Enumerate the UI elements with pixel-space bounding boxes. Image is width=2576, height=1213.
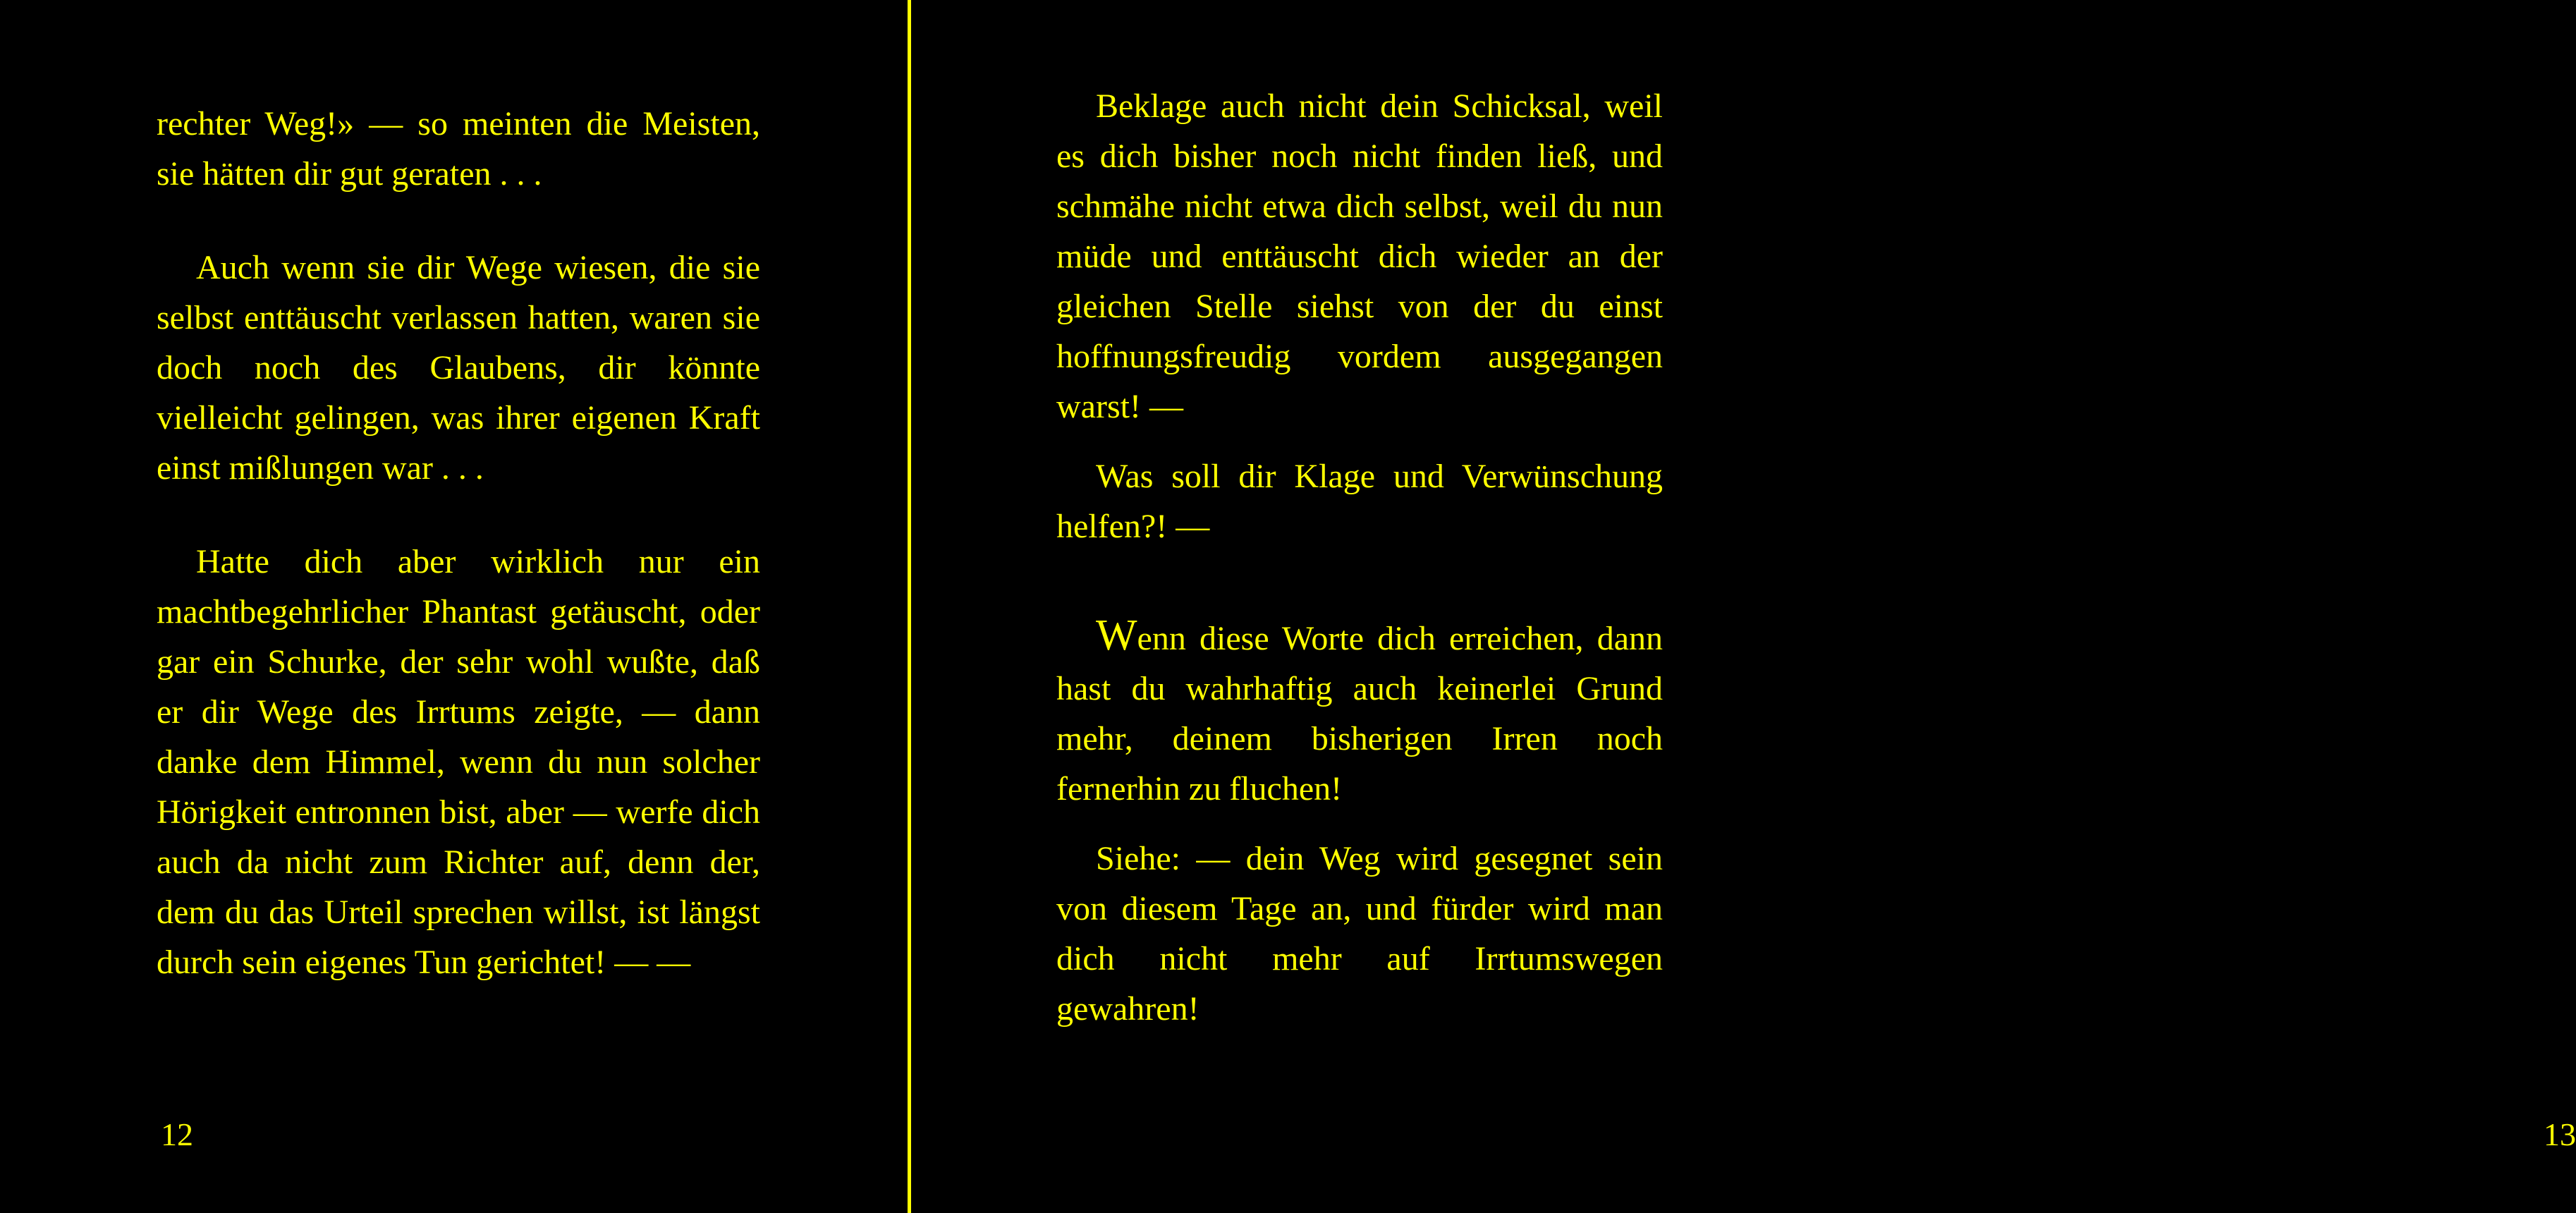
right-page-text: [1056, 81, 1663, 1034]
book-gutter: [908, 0, 911, 1213]
right-page: [913, 0, 2576, 1213]
left-page-number: 12: [161, 1116, 193, 1152]
left-paragraph-2: Auch wenn sie dir Wege wiesen, die sie selbst enttäuscht verlassen hatten, waren sie doch noch des Glaubens, dir könnte vielleicht gelingen, was ihrer eigenen Kraft einst mißlungen war . . .: [157, 249, 760, 487]
right-paragraph-3-text: enn diese Worte dich erreichen, dann hast du wahrhaftig auch keinerlei Grund mehr, deinem bisherigen Irren noch fernerhin zu fluchen!: [1056, 620, 1663, 807]
right-page-number: 13: [2544, 1116, 2576, 1152]
dropcap-letter: W: [1096, 611, 1137, 659]
right-paragraph-1: Beklage auch nicht dein Schicksal, weil es dich bisher noch nicht finden ließ, und schmähe nicht etwa dich selbst, weil du nun müde und enttäuscht dich wieder an der gleichen Stelle siehst von der du einst hoffnungsfreudig vordem ausgegangen warst! —: [1056, 87, 1663, 425]
right-paragraph-4: Siehe: — dein Weg wird gesegnet sein von diesem Tage an, und fürder wird man dich nicht mehr auf Irrtumswegen gewahren!: [1056, 840, 1663, 1028]
right-paragraph-3: [1056, 611, 1663, 814]
left-paragraph-3: Hatte dich aber wirklich nur ein machtbegehrlicher Phantast getäuscht, oder gar ein Schurke, der sehr wohl wußte, daß er dir Wege des Irrtums zeigte, — dann danke dem Himmel, wenn du nun solcher Hörigkeit entronnen bist, aber — werfe dich auch da nicht zum Richter auf, denn der, dem du das Urteil sprechen willst, ist längst durch sein eigenes Tun gerichtet! — —: [157, 543, 760, 981]
right-paragraph-2: Was soll dir Klage und Verwünschung helfen?! —: [1056, 458, 1663, 545]
left-page: [0, 0, 906, 1213]
left-page-text: [157, 99, 760, 987]
left-paragraph-1: rechter Weg!» — so meinten die Meisten, sie hätten dir gut geraten . . .: [157, 105, 760, 193]
